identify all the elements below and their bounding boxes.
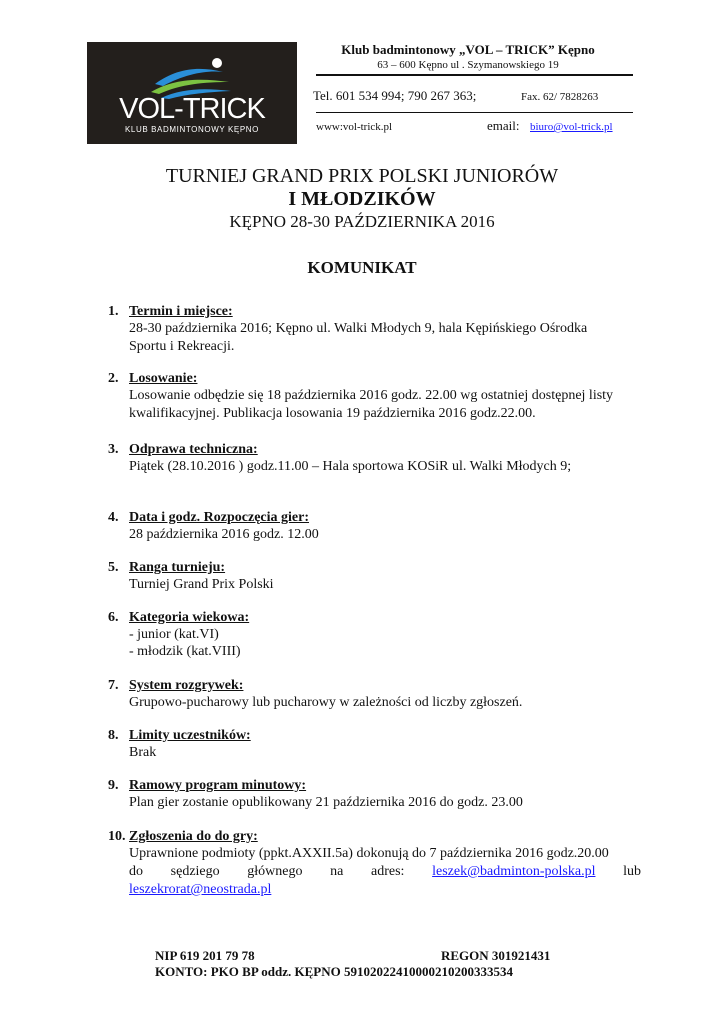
item-number: 9. — [108, 778, 119, 793]
item-number: 1. — [108, 304, 119, 319]
item-text: do sędziego głównego na adres: — [129, 864, 405, 879]
footer-nip: NIP 619 201 79 78 — [155, 948, 255, 963]
item-text: Plan gier zostanie opublikowany 21 października 2016 do godz. 23.00 — [129, 795, 523, 810]
item-number: 2. — [108, 371, 119, 386]
item-heading: Odprawa techniczna: — [129, 442, 258, 457]
item-text: Turniej Grand Prix Polski — [129, 577, 274, 592]
item-heading: Ramowy program minutowy: — [129, 778, 307, 793]
item-number: 8. — [108, 728, 119, 743]
item-text: Losowanie odbędzie się 18 października 2016 godz. 22.00 wg ostatniej dostępnej listy — [129, 388, 614, 403]
header-divider — [316, 74, 633, 76]
footer-regon: REGON 301921431 — [441, 948, 551, 963]
item-text: Brak — [129, 745, 157, 760]
email-link-alternate[interactable]: leszekrorat@neostrada.pl — [129, 882, 272, 897]
email-link-referee[interactable]: leszek@badminton-polska.pl — [432, 864, 596, 879]
item-number: 7. — [108, 678, 119, 693]
tournament-title: TURNIEJ GRAND PRIX POLSKI JUNIORÓW — [165, 165, 559, 187]
tournament-location-date: KĘPNO 28-30 PAŹDZIERNIKA 2016 — [229, 212, 495, 231]
footer-bank-account: KONTO: PKO BP oddz. KĘPNO 59102022410000210200333534 — [155, 964, 514, 979]
header-divider-secondary — [316, 112, 633, 113]
item-heading: Data i godz. Rozpoczęcia gier: — [129, 510, 309, 525]
item-text: Sportu i Rekreacji. — [129, 339, 235, 354]
item-number: 5. — [108, 560, 119, 575]
item-text: Uprawnione podmioty (ppkt.AXXII.5a) dokonują do 7 października 2016 godz.20.00 — [129, 846, 609, 861]
club-address: 63 – 600 Kępno ul . Szymanowskiego 19 — [377, 59, 559, 71]
item-heading: Zgłoszenia do do gry: — [129, 829, 258, 844]
item-text: - młodzik (kat.VIII) — [129, 644, 241, 659]
item-number: 4. — [108, 510, 119, 525]
item-text-conjunction: lub — [623, 864, 642, 879]
item-text: 28-30 października 2016; Kępno ul. Walki Młodych 9, hala Kępińskiego Ośrodka — [129, 321, 588, 336]
document-heading: KOMUNIKAT — [307, 258, 417, 277]
club-phone: Tel. 601 534 994; 790 267 363; — [313, 88, 477, 103]
club-website: www:vol-trick.pl — [316, 121, 393, 133]
item-heading: Termin i miejsce: — [129, 304, 233, 319]
item-text: Piątek (28.10.2016 ) godz.11.00 – Hala sportowa KOSiR ul. Walki Młodych 9; — [129, 459, 572, 474]
email-label: email: — [487, 118, 520, 133]
tournament-title-category: I MŁODZIKÓW — [288, 188, 436, 210]
item-text — [129, 881, 271, 899]
item-number: 3. — [108, 442, 119, 457]
logo-subtitle: KLUB BADMINTONOWY KĘPNO — [125, 125, 259, 134]
item-heading: System rozgrywek: — [129, 678, 244, 693]
item-text: 28 października 2016 godz. 12.00 — [129, 527, 319, 542]
item-text: - junior (kat.VI) — [129, 627, 219, 642]
item-number: 6. — [108, 610, 119, 625]
item-text: kwalifikacyjnej. Publikacja losowania 19 października 2016 godz.22.00. — [129, 406, 536, 421]
item-text-justified — [129, 863, 641, 881]
club-name: Klub badmintonowy „VOL – TRICK” Kępno — [341, 42, 595, 57]
item-heading: Limity uczestników: — [129, 728, 251, 743]
item-heading: Kategoria wiekowa: — [129, 610, 250, 625]
item-heading: Ranga turnieju: — [129, 560, 226, 575]
item-number: 10. — [108, 829, 126, 844]
logo-name: VOL-TRICK — [119, 93, 265, 125]
item-text: Grupowo-pucharowy lub pucharowy w zależności od liczby zgłoszeń. — [129, 695, 523, 710]
club-fax: Fax. 62/ 7828263 — [521, 91, 599, 103]
club-email-link[interactable]: biuro@vol-trick.pl — [530, 121, 613, 133]
item-heading: Losowanie: — [129, 371, 198, 386]
